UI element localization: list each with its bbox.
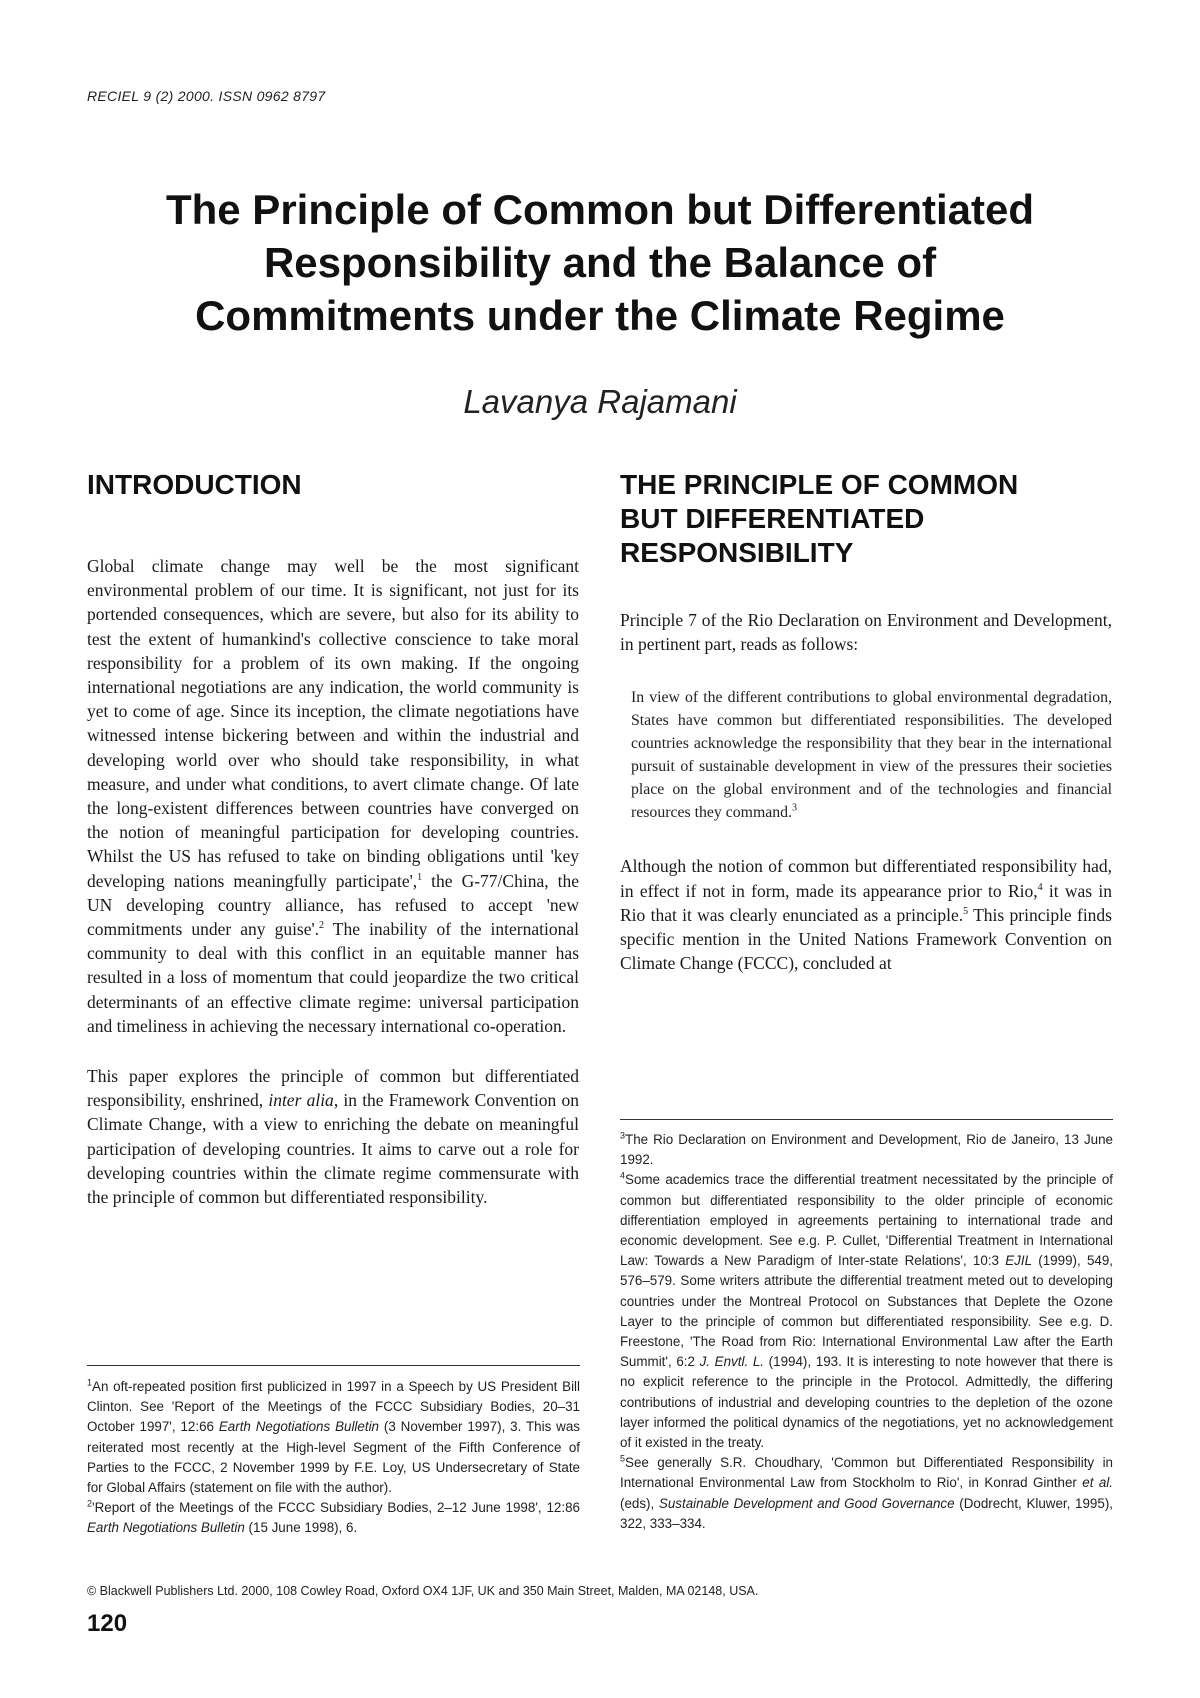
- footnote-4: $^4$Some academics trace the differential treatment necessitated by the principle of common but differentiated responsibility to the older principle of economic differentiation employed in agreements pertaining to international trade and economic development. See e.g. P. Cullet, 'Differential Treatment in International Law: Towards a New Paradigm of Inter-state Relations', 10:3 EJIL (1999), 549, 576–579. Some writers attribute the differential treatment meted out to developing countries under the Montreal Protocol on Substances that Deplete the Ozone Layer to the principle of common but differentiated responsibility. See e.g. D. Freestone, 'The Road from Rio: International Environmental Law after the Earth Summit', 6:2 J. Envtl. L. (1994), 193. It is interesting to note however that there is no explicit reference to the principle in the Protocol. Admittedly, the differing contributions of industrial and developing countries to the depletion of the ozone layer informed the political dynamics of the negotiations, yet no acknowledgement of it existed in the treaty.: [620, 1170, 1114, 1451]
- footnote-ref-1[interactable]: 1: [417, 871, 423, 883]
- footnote-5: $^5$See generally S.R. Choudhary, 'Common but Differentiated Responsibility in International Environmental Law from Stockholm to Rio', in Konrad Ginther et al. (eds), Sustainable Development and Good Governance (Dodrecht, Kluwer, 1995), 322, 333–334.: [620, 1453, 1114, 1531]
- footnote-ref-2[interactable]: 2: [319, 920, 325, 932]
- intro-paragraph-1: Global climate change may well be the most significant environmental problem of our time. It is significant, not just for its portended consequences, which are severe, but also for its ability to test the extent of humankind's collective conscience to take moral responsibility for a problem of its own making. If the ongoing international negotiations are any indication, the world community is yet to come of age. Since its inception, the climate negotiations have witnessed intense bickering between and within the industrial and developing world over who should take responsibility, in what measure, and under what conditions, to avert climate change. Of late the long-existent differences between countries have converged on the notion of meaningful participation for developing countries. Whilst the US has refused to take on binding obligations until 'key developing nations meaningfully participate',$^1$ the G-77/China, the UN developing country alliance, has refused to accept 'new commitments under any guise'.$^2$ The inability of the international community to deal with this conflict in an equitable manner has resulted in a loss of momentum that could jeopardize the two critical determinants of an effective climate regime: universal participation and timeliness in achieving the necessary international co-operation.: [87, 556, 580, 1036]
- title-line: Responsibility and the Balance of: [263, 239, 937, 286]
- journal-reference: RECIEL 9 (2) 2000. ISSN 0962 8797: [87, 88, 326, 104]
- footnote-ref-5[interactable]: 5: [963, 905, 969, 917]
- footnotes-right: [620, 1130, 1113, 1534]
- title-line: Commitments under the Climate Regime: [195, 292, 1005, 339]
- footnote-divider: [87, 1365, 580, 1366]
- principle-paragraph-2: Although the notion of common but differentiated responsibility had, in effect if not in form, made its appearance prior to Rio,$^4$ it was in Rio that it was clearly enunciated as a principle.$^5$ This principle finds specific mention in the United Nations Framework Convention on Climate Change (FCCC), concluded at: [620, 856, 1112, 974]
- footnote-ref-4[interactable]: 4: [1037, 881, 1043, 893]
- footnote-divider: [620, 1119, 1113, 1120]
- intro-paragraph-2: This paper explores the principle of common but differentiated responsibility, enshrined, inter alia, in the Framework Convention on Climate Change, with a view to enriching the debate on meaningful participation of developing countries. It aims to carve out a role for developing countries within the climate regime commensurate with the principle of common but differentiated responsibility.: [87, 1066, 580, 1208]
- section-heading-introduction: INTRODUCTION: [87, 469, 302, 500]
- principle-paragraph-1: Principle 7 of the Rio Declaration on Environment and Development, in pertinent part, reads as follows:: [620, 610, 1112, 655]
- footnote-ref-3[interactable]: 3: [792, 803, 797, 815]
- title-line: The Principle of Common but Differentiated: [165, 186, 1035, 233]
- footnote-1: $^1$An oft-repeated position first publicized in 1997 in a Speech by US President Bill Clinton. See 'Report of the Meetings of the FCCC Subsidiary Bodies, 20–31 October 1997', 12:66 Earth Negotiations Bulletin (3 November 1997), 3. This was reiterated most recently at the High-level Segment of the Fifth Conference of Parties to the FCCC, 2 November 1999 by F.E. Loy, US Undersecretary of State for Global Affairs (statement on file with the author).: [87, 1377, 580, 1496]
- section-heading-principle: THE PRINCIPLE OF COMMON BUT DIFFERENTIATED RESPONSIBILITY: [620, 469, 1019, 568]
- copyright-notice: © Blackwell Publishers Ltd. 2000, 108 Cowley Road, Oxford OX4 1JF, UK and 350 Main Street, Malden, MA 02148, USA.: [87, 1584, 759, 1598]
- author-name: Lavanya Rajamani: [463, 383, 737, 420]
- footnote-2: $^2$'Report of the Meetings of the FCCC Subsidiary Bodies, 2–12 June 1998', 12:86 Earth Negotiations Bulletin (15 June 1998), 6.: [87, 1498, 580, 1536]
- block-quote-rio-principle-7: In view of the different contributions to global environmental degradation, States have common but differentiated responsibilities. The developed countries acknowledge the responsibility that they bear in the international pursuit of sustainable development in view of the pressures their societies place on the global environment and of the technologies and financial resources they command.$^3$: [631, 689, 1112, 822]
- right-column: [620, 468, 1112, 975]
- page-number: 120: [87, 1610, 128, 1637]
- article-title: [60, 183, 1140, 342]
- footnotes-left: [87, 1377, 580, 1539]
- left-column: [87, 468, 579, 1209]
- footnote-3: $^3$The Rio Declaration on Environment and Development, Rio de Janeiro, 13 June 1992.: [620, 1130, 1113, 1168]
